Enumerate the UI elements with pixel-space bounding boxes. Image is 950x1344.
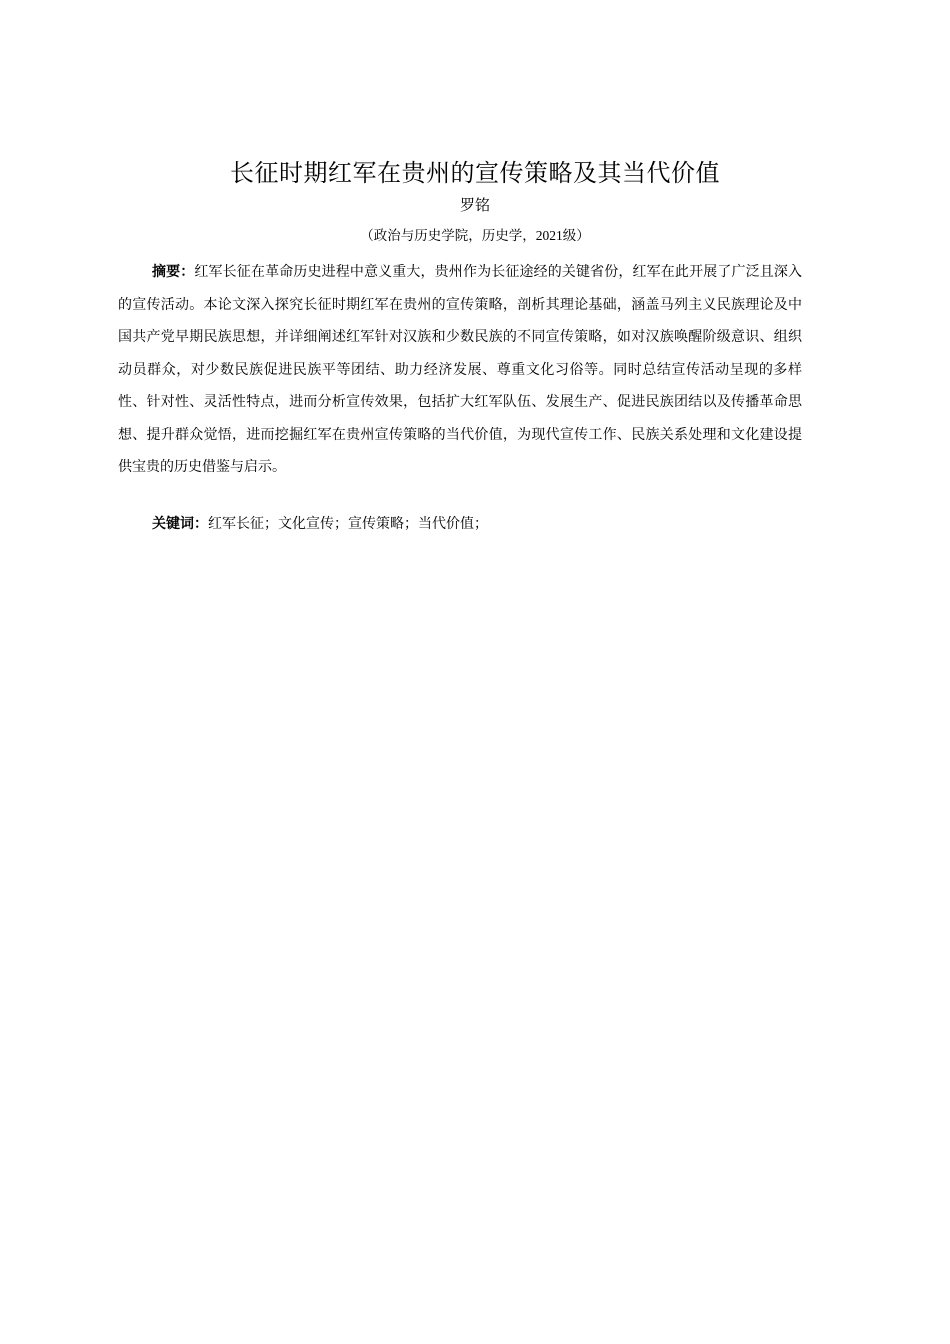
keywords-line — [118, 508, 802, 540]
author-name: 罗铭 — [459, 196, 490, 214]
abstract-label: 摘要： — [152, 264, 195, 280]
keywords-label: 关键词： — [152, 516, 208, 532]
paper-title: 长征时期红军在贵州的宣传策略及其当代价值 — [230, 159, 720, 187]
keywords-text: 红军长征；文化宣传；宣传策略；当代价值； — [208, 516, 488, 532]
author-affiliation: （政治与历史学院，历史学，2021级） — [360, 228, 590, 243]
abstract-paragraph — [118, 256, 802, 484]
abstract-text: 红军长征在革命历史进程中意义重大，贵州作为长征途经的关键省份，红军在此开展了广泛且深入的宣传活动。本论文深入探究长征时期红军在贵州的宣传策略，剖析其理论基础，涵盖马列主义民族理论及中国共产党早期民族思想，并详细阐述红军针对汉族和少数民族的不同宣传策略，如对汉族唤醒阶级意识、组织动员群众，对少数民族促进民族平等团结、助力经济发展、尊重文化习俗等。同时总结宣传活动呈现的多样性、针对性、灵活性特点，进而分析宣传效果，包括扩大红军队伍、发展生产、促进民族团结以及传播革命思想、提升群众觉悟，进而挖掘红军在贵州宣传策略的当代价值，为现代宣传工作、民族关系处理和文化建设提供宝贵的历史借鉴与启示。 — [118, 264, 803, 475]
